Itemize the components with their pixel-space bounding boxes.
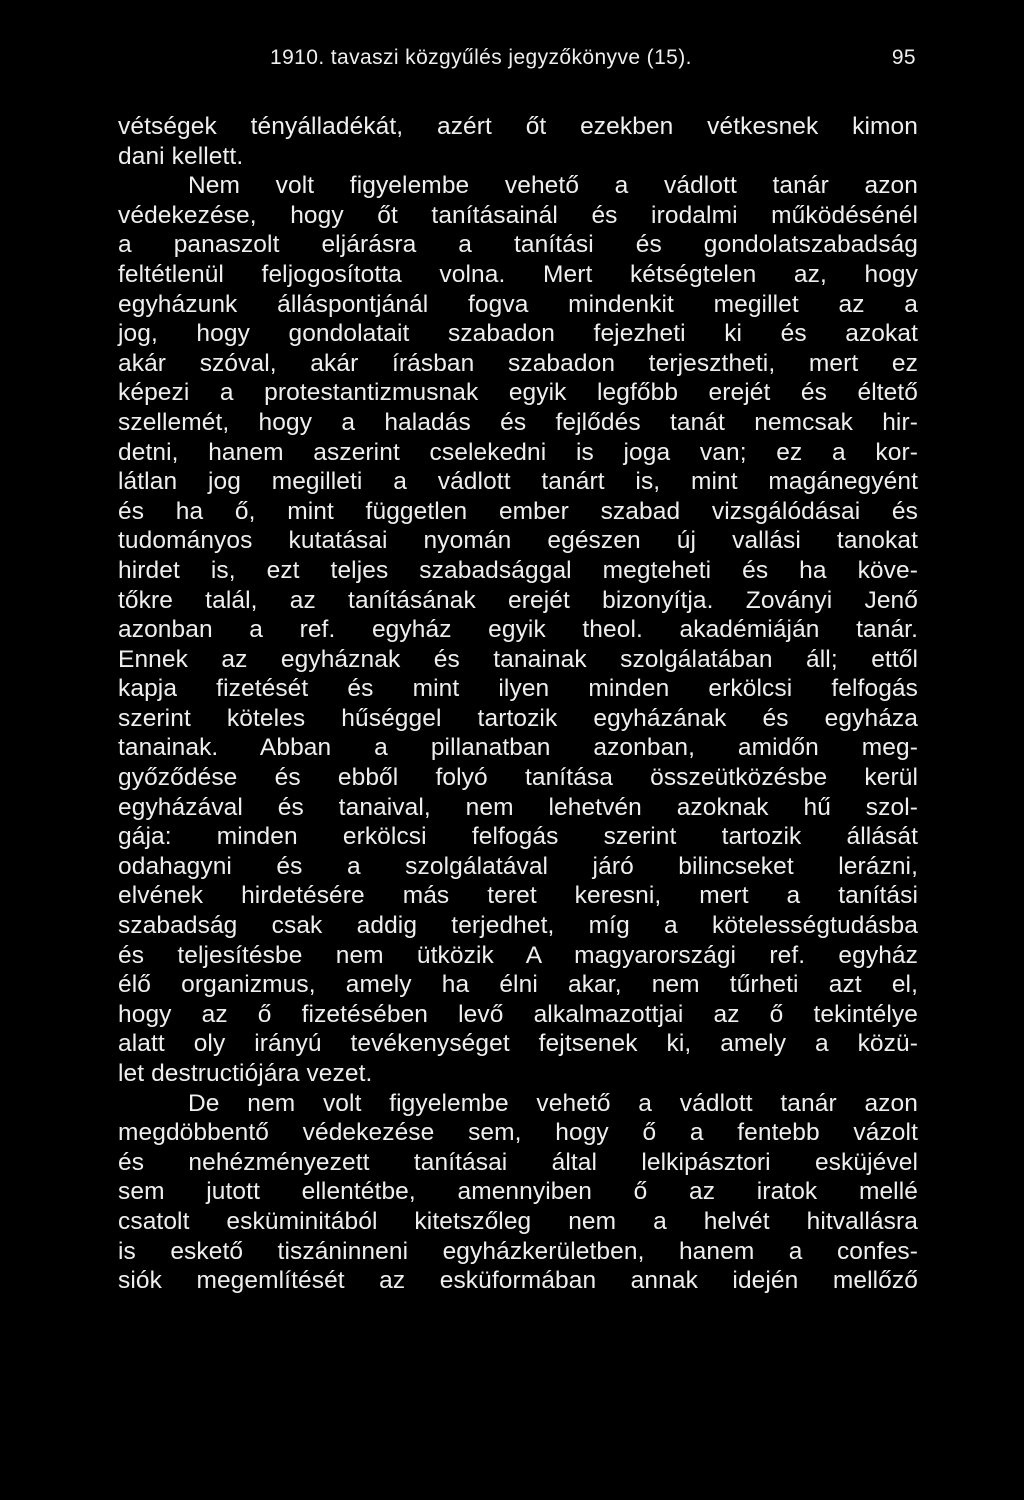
text-line: is eskető tiszáninneni egyházkerületben, hanem a confes- <box>118 1237 918 1265</box>
text-line: hogy az ő fizetésében levő alkalmazottjai az ő tekintélye <box>118 1000 918 1028</box>
text-line: siók megemlítését az esküformában annak idején mellőző <box>118 1267 918 1295</box>
text-line: és ha ő, mint független ember szabad vizsgálódásai és <box>118 497 918 525</box>
text-line: élő organizmus, amely ha élni akar, nem tűrheti azt el, <box>118 971 918 999</box>
text-line: szerint köteles hűséggel tartozik egyházának és egyháza <box>118 704 918 732</box>
text-line: megdöbbentő védekezése sem, hogy ő a fentebb vázolt <box>118 1119 918 1147</box>
text-line: kapja fizetését és mint ilyen minden erkölcsi felfogás <box>118 675 918 703</box>
text-line: és teljesítésbe nem ütközik A magyarországi ref. egyház <box>118 941 918 969</box>
text-line: védekezése, hogy őt tanításainál és irodalmi működésénél <box>118 201 918 229</box>
text-line: tanainak. Abban a pillanatban azonban, amidőn meg- <box>118 734 918 762</box>
text-line: elvének hirdetésére más teret keresni, mert a tanítási <box>118 882 918 910</box>
header-title: 1910. tavaszi közgyűlés jegyzőkönyve (15). <box>270 46 692 69</box>
text-line: egyházával és tanaival, nem lehetvén azoknak hű szol- <box>118 793 918 821</box>
text-line: a panaszolt eljárásra a tanítási és gondolatszabadság <box>118 231 918 259</box>
text-line: tudományos kutatásai nyomán egészen új vallási tanokat <box>118 527 918 555</box>
text-line: alatt oly irányú tevékenységet fejtsenek ki, amely a közü- <box>118 1030 918 1058</box>
text-line: szellemét, hogy a haladás és fejlődés tanát nemcsak hir- <box>118 408 918 436</box>
text-line: sem jutott ellentétbe, amennyiben ő az iratok mellé <box>118 1178 918 1206</box>
text-line: detni, hanem aszerint cselekedni is joga van; ez a kor- <box>118 438 918 466</box>
text-line: dani kellett. <box>118 142 244 170</box>
text-line: Ennek az egyháznak és tanainak szolgálatában áll; ettől <box>118 645 918 673</box>
document-page <box>118 40 918 1296</box>
text-line: csatolt esküminitából kitetszőleg nem a helvét hitvallásra <box>118 1207 918 1235</box>
text-line: látlan jog megilleti a vádlott tanárt is, mint magánegyént <box>118 468 918 496</box>
running-header <box>118 40 918 84</box>
text-line: győződése és ebből folyó tanítása összeütközésbe kerül <box>118 764 918 792</box>
text-line: egyházunk álláspontjánál fogva mindenkit megillet az a <box>118 290 918 318</box>
text-line: jog, hogy gondolatait szabadon fejezheti ki és azokat <box>118 320 918 348</box>
text-line: odahagyni és a szolgálatával járó bilincseket lerázni, <box>118 852 918 880</box>
text-line: feltétlenül feljogosította volna. Mert kétségtelen az, hogy <box>118 260 918 288</box>
body-text <box>118 112 918 1296</box>
text-line: gája: minden erkölcsi felfogás szerint tartozik állását <box>118 823 918 851</box>
text-line: hirdet is, ezt teljes szabadsággal megteheti és ha köve- <box>118 556 918 584</box>
text-line: akár szóval, akár írásban szabadon terjesztheti, mert ez <box>118 349 918 377</box>
text-line: és nehézményezett tanításai által lelkipásztori esküjével <box>118 1148 918 1176</box>
text-line: azonban a ref. egyház egyik theol. akadémiáján tanár. <box>118 616 918 644</box>
text-line: De nem volt figyelembe vehető a vádlott tanár azon <box>188 1089 918 1117</box>
text-line: szabadság csak addig terjedhet, míg a kötelességtudásba <box>118 912 918 940</box>
text-line: Nem volt figyelembe vehető a vádlott tanár azon <box>188 172 918 200</box>
text-line: tőkre talál, az tanításának erejét bizonyítja. Zoványi Jenő <box>118 586 918 614</box>
text-line: képezi a protestantizmusnak egyik legfőbb erejét és éltető <box>118 379 918 407</box>
text-line: let destructiójára vezet. <box>118 1060 373 1087</box>
text-line: vétségek tényálladékát, azért őt ezekben vétkesnek kimon <box>118 113 918 140</box>
page-number: 95 <box>891 46 916 69</box>
